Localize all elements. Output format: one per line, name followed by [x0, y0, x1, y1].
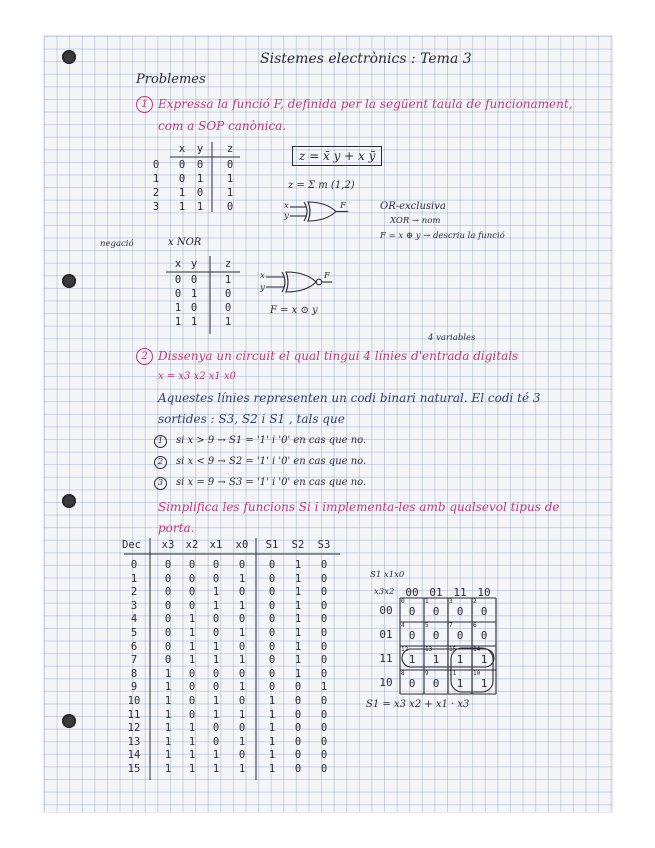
- table-cell: 0: [188, 586, 196, 599]
- table-cell: 0: [320, 722, 328, 735]
- table-cell: 0: [268, 654, 276, 667]
- kmap-cell-index: 12: [401, 646, 409, 653]
- kmap-cell-index: 0: [401, 598, 405, 605]
- table-cell: 1: [196, 173, 204, 185]
- xnor-input-x: x: [260, 271, 265, 281]
- table-cell: 1: [212, 749, 220, 762]
- kmap-cell-value: 1: [480, 653, 488, 666]
- table-cell: 0: [164, 627, 172, 639]
- kmap-cell-index: 11: [449, 670, 457, 677]
- table-cell: 0: [320, 640, 328, 653]
- table-cell: 0: [190, 302, 198, 314]
- problem2-line3: Aquestes línies representen un codi binari natural. El codi té 3: [158, 391, 541, 405]
- problem2-line5: Simplifica les funcions Si i implementa-les amb qualsevol tipus de: [158, 500, 560, 514]
- table-header: z: [224, 258, 232, 270]
- table-cell: 1: [268, 708, 276, 721]
- table-cell: 1: [164, 667, 172, 680]
- table-cell: 0: [320, 735, 328, 748]
- table-cell: 0: [320, 627, 328, 639]
- table-cell: 11: [127, 708, 141, 721]
- table-cell: 0: [238, 586, 246, 599]
- table-cell: 0: [178, 173, 186, 185]
- table-cell: 0: [294, 681, 302, 694]
- table-cell: 0: [164, 559, 172, 571]
- table-cell: 1: [212, 708, 220, 721]
- table-cell: 0: [212, 613, 220, 626]
- kmap-row-label: 11: [379, 652, 393, 665]
- table-cell: 0: [294, 695, 302, 707]
- kmap-cell-index: 5: [425, 622, 429, 629]
- table-cell: 0: [320, 763, 328, 775]
- notebook-page: [44, 36, 612, 812]
- table-cell: 0: [268, 681, 276, 694]
- table-cell: 1: [268, 695, 276, 707]
- table-cell: 1: [268, 749, 276, 762]
- table-cell: 0: [320, 572, 328, 585]
- table-cell: 0: [212, 722, 220, 735]
- kmap-cell-value: 0: [408, 677, 416, 690]
- kmap-cell-value: 1: [456, 653, 464, 666]
- table-cell: 1: [212, 586, 220, 599]
- table-cell: 1: [294, 613, 302, 626]
- table-cell: 0: [320, 667, 328, 680]
- kmap-cell-value: 0: [408, 629, 416, 642]
- table-cell: 1: [164, 763, 172, 775]
- table-cell: 0: [196, 159, 204, 171]
- table-cell: 0: [238, 695, 246, 707]
- table-cell: 1: [164, 708, 172, 721]
- table-cell: 1: [238, 572, 246, 585]
- problem1-statement-line2: com a SOP canònica.: [158, 119, 287, 133]
- table-cell: 1: [188, 735, 196, 748]
- table-cell: 1: [268, 735, 276, 748]
- kmap-cell-index: 2: [473, 598, 477, 605]
- table-header: S3: [317, 539, 331, 551]
- table-cell: 1: [188, 749, 196, 762]
- table-cell: 1: [164, 749, 172, 762]
- table-cell: 0: [224, 288, 232, 300]
- table-cell: 3: [130, 599, 138, 612]
- minterm-expression: z = Σ m (1,2): [288, 180, 355, 191]
- table-cell: 0: [212, 667, 220, 680]
- table-cell: 1: [164, 681, 172, 694]
- table-cell: 0: [212, 681, 220, 694]
- table-cell: 0: [268, 613, 276, 626]
- table-cell: 1: [294, 572, 302, 585]
- kmap-cell-index: 8: [401, 670, 405, 677]
- table-cell: 1: [188, 627, 196, 639]
- kmap-cell-value: 1: [432, 653, 440, 666]
- table-cell: 1: [238, 654, 246, 667]
- table-cell: 1: [212, 695, 220, 707]
- table-cell: 0: [268, 572, 276, 585]
- table-cell: 0: [196, 187, 204, 199]
- table-cell: 1: [294, 667, 302, 680]
- table-cell: 0: [188, 572, 196, 585]
- table-cell: 0: [188, 559, 196, 571]
- table-cell: 0: [320, 613, 328, 626]
- kmap-cell-value: 1: [408, 653, 416, 666]
- table-cell: 0: [238, 640, 246, 653]
- table-cell: 0: [294, 763, 302, 775]
- table-cell: 1: [238, 627, 246, 639]
- xor-note-3: F = x ⊕ y → descriu la funció: [380, 231, 505, 241]
- table-cell: 0: [238, 559, 246, 571]
- table-cell: 14: [127, 749, 141, 762]
- row-index: 1: [152, 173, 160, 185]
- table-cell: 1: [190, 288, 198, 300]
- table-cell: 0: [190, 274, 198, 286]
- table-cell: 0: [188, 681, 196, 694]
- kmap-row-var: x3x2: [374, 587, 395, 597]
- table-cell: 0: [238, 613, 246, 626]
- table-cell: 12: [127, 722, 141, 735]
- kmap-cell-value: 0: [480, 629, 488, 642]
- table-cell: 0: [164, 599, 172, 612]
- table-cell: 0: [294, 749, 302, 762]
- table-cell: 1: [188, 654, 196, 667]
- table-cell: 1: [188, 640, 196, 653]
- table-cell: 0: [320, 559, 328, 571]
- problem2-line6: porta.: [158, 521, 195, 535]
- kmap-cell-index: 3: [449, 598, 453, 605]
- table-header: S1: [265, 539, 279, 551]
- kmap-cell-value: 0: [432, 605, 440, 618]
- table-cell: 1: [238, 763, 246, 775]
- kmap-cell-value: 0: [456, 629, 464, 642]
- table-cell: 13: [127, 735, 141, 748]
- table-cell: 4: [130, 613, 138, 626]
- table-cell: 1: [212, 654, 220, 667]
- table-cell: 0: [268, 559, 276, 571]
- table-cell: 0: [212, 627, 220, 639]
- table-cell: 0: [268, 667, 276, 680]
- table-cell: 0: [164, 586, 172, 599]
- condition3-number: 3: [154, 477, 167, 490]
- table-cell: 0: [268, 586, 276, 599]
- table-cell: 0: [238, 749, 246, 762]
- problem2-line1: Dissenya un circuit el qual tingui 4 línies d'entrada digitals: [158, 349, 519, 363]
- table-header: y: [196, 143, 204, 155]
- table-cell: 8: [130, 667, 138, 680]
- table-cell: 7: [130, 654, 138, 667]
- kmap-cell-index: 14: [473, 646, 481, 653]
- problem2-line2: x = x3 x2 x1 x0: [158, 371, 236, 382]
- table-cell: 5: [130, 627, 138, 639]
- table-cell: 1: [212, 763, 220, 775]
- kmap-cell-index: 1: [425, 598, 429, 605]
- table-cell: 1: [188, 613, 196, 626]
- condition2-number: 2: [154, 456, 167, 469]
- table-cell: 0: [268, 599, 276, 612]
- table-cell: 0: [268, 640, 276, 653]
- table-cell: 0: [130, 559, 138, 571]
- table-header: z: [226, 143, 234, 155]
- table-cell: 1: [238, 681, 246, 694]
- table-cell: 1: [224, 316, 232, 328]
- xnor-input-y: y: [260, 283, 265, 293]
- table-header: x0: [235, 539, 249, 551]
- kmap-cell-value: 1: [456, 677, 464, 690]
- table-cell: 0: [320, 599, 328, 612]
- kmap-cell-value: 1: [480, 677, 488, 690]
- table-cell: 1: [268, 763, 276, 775]
- table-cell: 1: [294, 654, 302, 667]
- table-cell: 1: [174, 316, 182, 328]
- table-cell: 0: [188, 599, 196, 612]
- table-cell: 1: [188, 763, 196, 775]
- table-cell: 1: [294, 627, 302, 639]
- kmap-cell-index: 9: [425, 670, 429, 677]
- gate-input-y: y: [284, 211, 289, 221]
- kmap-title: S1 x1x0: [370, 570, 405, 580]
- table-cell: 0: [188, 695, 196, 707]
- table-header: x: [174, 258, 182, 270]
- table-cell: 0: [164, 613, 172, 626]
- boxed-expression: z = x̄ y + x ȳ: [292, 146, 382, 166]
- table-header: Dec: [122, 539, 141, 551]
- table-cell: 0: [212, 559, 220, 571]
- kmap-cell-value: 0: [432, 677, 440, 690]
- table-cell: 1: [294, 599, 302, 612]
- table-cell: 0: [188, 708, 196, 721]
- kmap-cell-index: 7: [449, 622, 453, 629]
- xor-note-1: OR-exclusiva: [380, 201, 446, 212]
- table-cell: 0: [320, 708, 328, 721]
- kmap-cell-index: 15: [449, 646, 457, 653]
- table-cell: 0: [238, 667, 246, 680]
- gate-input-x: x: [284, 201, 289, 211]
- condition1: si x > 9 → S1 = '1' i '0' en cas que no.: [176, 435, 367, 446]
- kmap-row-label: 00: [379, 604, 393, 617]
- table-cell: 0: [174, 274, 182, 286]
- table-header: y: [190, 258, 198, 270]
- table-cell: 1: [178, 201, 186, 213]
- kmap-grid: [44, 36, 612, 812]
- kmap-cell-value: 0: [480, 605, 488, 618]
- table-cell: 9: [130, 681, 138, 694]
- table-header: S2: [291, 539, 305, 551]
- xnor-output: F: [324, 271, 330, 281]
- table-cell: 1: [212, 640, 220, 653]
- kmap-cell-value: 0: [408, 605, 416, 618]
- table-cell: 10: [127, 695, 141, 707]
- table-cell: 0: [320, 586, 328, 599]
- problem2-number: 2: [136, 348, 153, 365]
- table-cell: 1: [226, 187, 234, 199]
- table-cell: 0: [164, 654, 172, 667]
- kmap-result: S1 = x3 x2 + x1 · x3: [366, 699, 470, 710]
- table-cell: 0: [226, 201, 234, 213]
- table-cell: 1: [164, 695, 172, 707]
- table-cell: 0: [224, 302, 232, 314]
- table-cell: 0: [294, 708, 302, 721]
- table-cell: 0: [294, 722, 302, 735]
- table-cell: 15: [127, 763, 141, 775]
- table-cell: 0: [174, 288, 182, 300]
- table-header: x2: [185, 539, 199, 551]
- table-cell: 1: [130, 572, 138, 585]
- table-cell: 0: [164, 640, 172, 653]
- table-cell: 1: [178, 187, 186, 199]
- table-cell: 0: [320, 695, 328, 707]
- kmap-row-label: 01: [379, 628, 393, 641]
- kmap-cell-index: 4: [401, 622, 405, 629]
- gate-output: F: [340, 201, 346, 211]
- table-cell: 1: [294, 640, 302, 653]
- table-cell: 0: [212, 735, 220, 748]
- negation-label: negació: [100, 239, 134, 249]
- table-cell: 1: [238, 708, 246, 721]
- kmap-col-label: 00: [405, 586, 419, 599]
- table-cell: 1: [174, 302, 182, 314]
- table-cell: 1: [164, 735, 172, 748]
- table-cell: 0: [226, 159, 234, 171]
- xnor-title: x NOR: [168, 237, 202, 248]
- table-cell: 0: [212, 572, 220, 585]
- section-heading: Problemes: [136, 72, 206, 87]
- table-header: x: [178, 143, 186, 155]
- table-cell: 1: [212, 599, 220, 612]
- table-cell: 1: [294, 586, 302, 599]
- table-header: x1: [209, 539, 223, 551]
- kmap-cell-index: 6: [473, 622, 477, 629]
- table-cell: 0: [268, 627, 276, 639]
- table-cell: 0: [320, 654, 328, 667]
- table-cell: 1: [164, 722, 172, 735]
- table-cell: 0: [294, 735, 302, 748]
- table-cell: 1: [238, 735, 246, 748]
- problem1-number: 1: [136, 96, 153, 113]
- condition2: si x < 9 → S2 = '1' i '0' en cas que no.: [176, 456, 367, 467]
- kmap-row-label: 10: [379, 676, 393, 689]
- table-cell: 1: [320, 681, 328, 694]
- problem1-statement-line1: Expressa la funció F, definida per la següent taula de funcionament,: [158, 97, 573, 111]
- page-title: Sistemes electrònics : Tema 3: [260, 51, 472, 67]
- kmap-col-label: 01: [429, 586, 443, 599]
- kmap-cell-index: 10: [473, 670, 481, 677]
- table-cell: 1: [224, 274, 232, 286]
- table-cell: 0: [238, 722, 246, 735]
- table-cell: 2: [130, 586, 138, 599]
- row-index: 0: [152, 159, 160, 171]
- kmap-col-label: 10: [477, 586, 491, 599]
- condition3: si x = 9 → S3 = '1' i '0' en cas que no.: [176, 477, 367, 488]
- table-cell: 0: [164, 572, 172, 585]
- table-cell: 1: [190, 316, 198, 328]
- table-cell: 0: [320, 749, 328, 762]
- kmap-col-label: 11: [453, 586, 467, 599]
- table-cell: 6: [130, 640, 138, 653]
- variables-note: 4 variables: [428, 333, 476, 343]
- table-cell: 1: [188, 722, 196, 735]
- table-cell: 1: [226, 173, 234, 185]
- row-index: 3: [152, 201, 160, 213]
- table-cell: 0: [178, 159, 186, 171]
- table-cell: 1: [268, 722, 276, 735]
- kmap-cell-index: 13: [425, 646, 433, 653]
- row-index: 2: [152, 187, 160, 199]
- table-cell: 0: [188, 667, 196, 680]
- xor-note-2: XOR → nom: [390, 216, 441, 226]
- kmap-cell-value: 0: [456, 605, 464, 618]
- table-cell: 1: [238, 599, 246, 612]
- table-header: x3: [161, 539, 175, 551]
- table-cell: 1: [196, 201, 204, 213]
- kmap-cell-value: 0: [432, 629, 440, 642]
- problem2-line4: sortides : S3, S2 i S1 , tals que: [158, 412, 345, 426]
- xnor-expression: F = x ⊙ y: [270, 305, 318, 316]
- condition1-number: 1: [154, 435, 167, 448]
- table-cell: 1: [294, 559, 302, 571]
